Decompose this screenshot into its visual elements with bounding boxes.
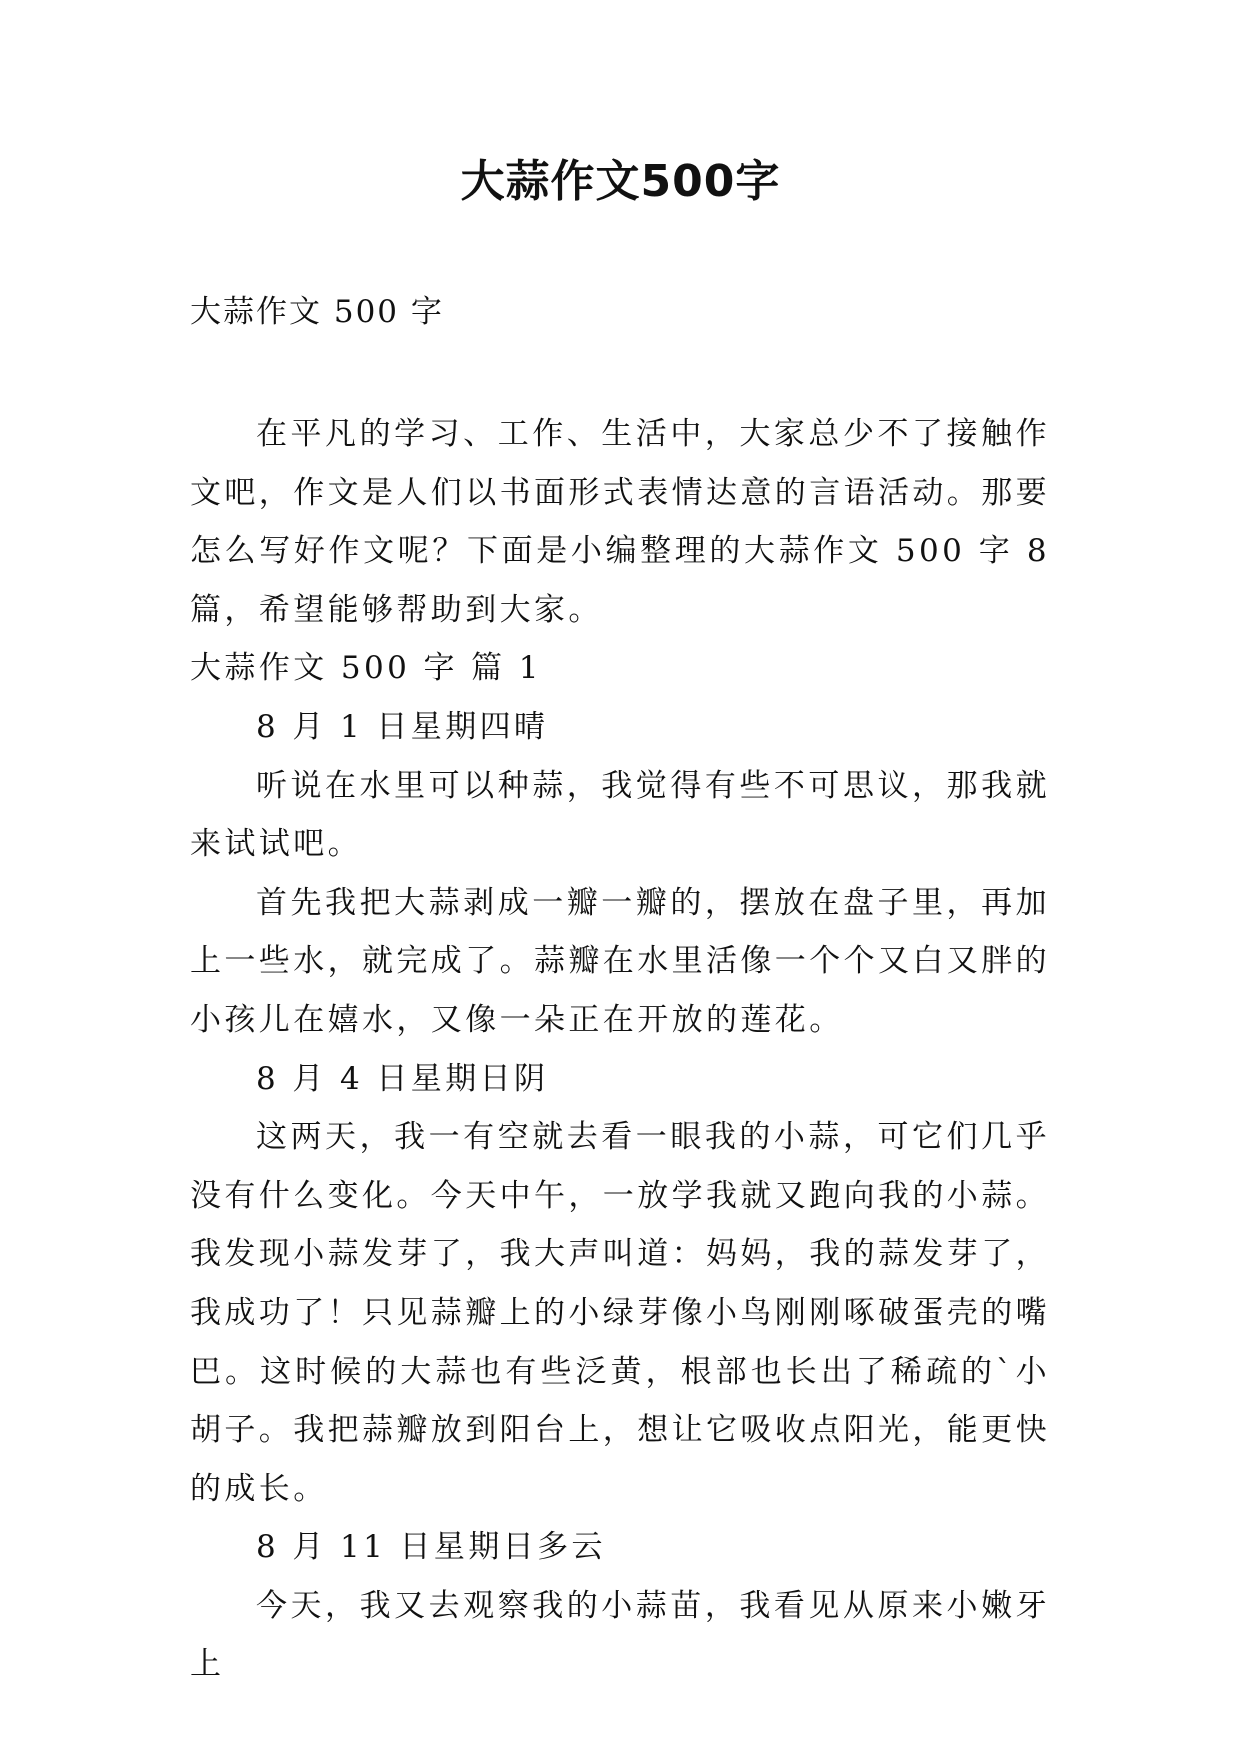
document-body bbox=[190, 405, 1050, 1694]
diary-date: 8 月 4 日星期日阴 bbox=[256, 1060, 549, 1097]
document-subtitle: 大蒜作文 500 字 bbox=[190, 294, 444, 330]
section-heading: 大蒜作文 500 字 篇 1 bbox=[190, 650, 542, 687]
diary-date: 8 月 1 日星期四晴 bbox=[256, 708, 549, 745]
paragraph: 听说在水里可以种蒜，我觉得有些不可思议，那我就来试试吧。 bbox=[190, 767, 1050, 863]
paragraph: 这两天，我一有空就去看一眼我的小蒜，可它们几乎没有什么变化。今天中午，一放学我就又跑向我的小蒜。我发现小蒜发芽了，我大声叫道：妈妈，我的蒜发芽了，我成功了！只见蒜瓣上的小绿芽像小鸟刚刚啄破蛋壳的嘴巴。这时候的大蒜也有些泛黄，根部也长出了稀疏的`小胡子。我把蒜瓣放到阳台上，想让它吸收点阳光，能更快的成长。 bbox=[190, 1119, 1050, 1507]
paragraph-intro: 在平凡的学习、工作、生活中，大家总少不了接触作文吧，作文是人们以书面形式表情达意的言语活动。那要怎么写好作文呢？下面是小编整理的大蒜作文 500 字 8 篇，希望能够帮助到大家。 bbox=[190, 416, 1050, 628]
diary-date: 8 月 11 日星期日多云 bbox=[256, 1529, 606, 1566]
document-title: 大蒜作文500字 bbox=[460, 156, 781, 207]
paragraph: 首先我把大蒜剥成一瓣一瓣的，摆放在盘子里，再加上一些水，就完成了。蒜瓣在水里活像一个个又白又胖的小孩儿在嬉水，又像一朵正在开放的莲花。 bbox=[190, 884, 1050, 1038]
paragraph: 今天，我又去观察我的小蒜苗，我看见从原来小嫩牙上 bbox=[190, 1587, 1050, 1683]
